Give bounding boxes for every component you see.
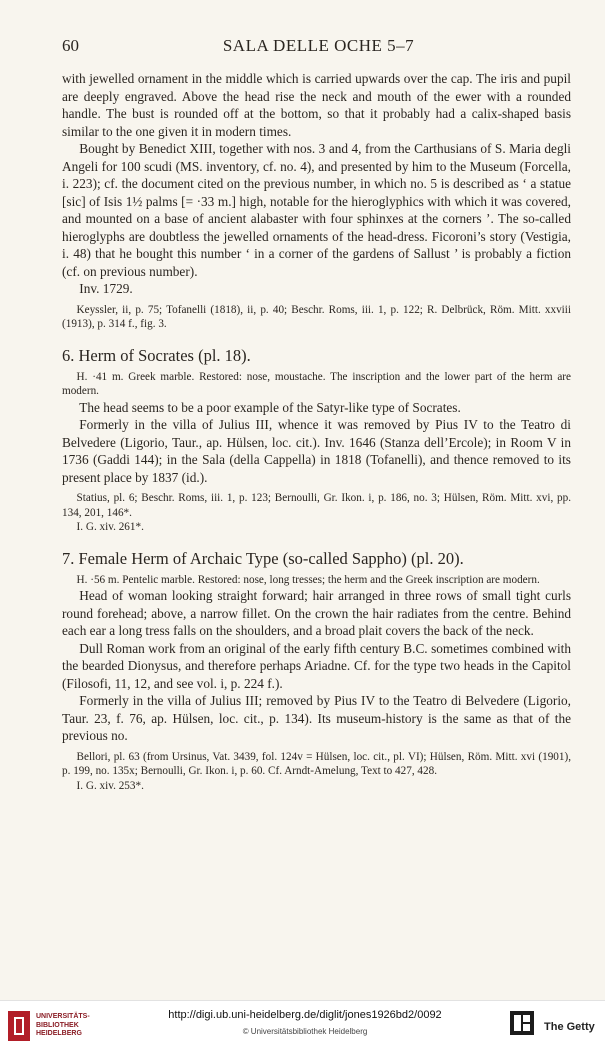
inscription-ref: I. G. xiv. 253*.	[76, 779, 144, 792]
copyright-notice: © Universitätsbibliothek Heidelberg	[242, 1027, 368, 1036]
inscription-ref: I. G. xiv. 261*.	[76, 521, 144, 533]
library-logo-text: UNIVERSITÄTS- BIBLIOTHEK HEIDELBERG	[36, 1013, 90, 1037]
paragraph: with jewelled ornament in the middle which is carried upwards over the cap. The iris and pupil are deeply engraved. Above the head rise the neck and mouth of the ewer with a rounded handle. The bust is rounded off at the bottom, so that it probably had a calix-shaped basis similar to the one given it in modern times.	[62, 71, 571, 139]
getty-logo[interactable]	[510, 1007, 602, 1043]
references: Statius, pl. 6; Beschr. Roms, iii. 1, p. 123; Bernoulli, Gr. Ikon. i, p. 186, no. 3; Hülsen, Röm. Mitt. xvi, pp. 134, 201, 146*.	[62, 492, 571, 519]
viewer-footer	[0, 1000, 605, 1049]
references: Keyssler, ii, p. 75; Tofanelli (1818), ii, p. 40; Beschr. Roms, iii. 1, p. 122; R. Delbrück, Röm. Mitt. xxviii (1913), p. 314 f., fig. 3.	[62, 303, 571, 330]
paragraph: Dull Roman work from an original of the early fifth century B.C. sometimes combined with the bearded Dionysus, and therefore perhaps Ariadne. Cf. for the type two heads in the Capitol (Filosofi, 11, 12, and see vol. i, p. 224 f.).	[62, 640, 571, 691]
paragraph: Formerly in the villa of Julius III, whence it was removed by Pius IV to the Teatro di Belvedere (Ligorio, Taur., ap. Hülsen, loc. cit.). Inv. 1646 (Stanza dell’Ercole); in Room V in 1736 (Gaddi 144); in the Sala (della Cappella) in 1818 (Tofanelli), and thence removed to its present place by 1837 (id.).	[62, 417, 571, 485]
specifications: H. ·41 m. Greek marble. Restored: nose, moustache. The inscription and the lower part of the herm are modern.	[62, 370, 571, 397]
page-body	[62, 70, 571, 793]
page-header	[62, 36, 575, 60]
university-library-logo[interactable]	[8, 1011, 128, 1043]
paragraph: Head of woman looking straight forward; hair arranged in three rows of small tight curls round forehead; above, a narrow fillet. On the crown the hair radiates from the centre. Behind each ear a long tress falls on the shoulders, and a broad plait covers the back of the neck.	[62, 588, 571, 638]
specifications: H. ·56 m. Pentelic marble. Restored: nose, long tresses; the herm and the Greek inscription are modern.	[76, 573, 540, 586]
getty-logo-icon	[510, 1011, 534, 1035]
paragraph: Formerly in the villa of Julius III; removed by Pius IV to the Teatro di Belvedere (Ligorio, Taur. 23, f. 76, ap. Hülsen, loc. cit., p. 134). Its museum-history is the same as that of the previous no.	[62, 693, 571, 743]
permalink[interactable]: http://digi.ub.uni-heidelberg.de/diglit/jones1926bd2/0092	[168, 1009, 442, 1021]
section-heading: 6. Herm of Socrates (pl. 18).	[62, 345, 251, 365]
paragraph: Bought by Benedict XIII, together with nos. 3 and 4, from the Carthusians of S. Maria degli Angeli for 100 scudi (MS. inventory, cf. no. 4), and presented by him to the Museum (Forcella, i. 223); cf. the document cited on the previous number, in which no. 5 is described as ‘ a statue [sic] of Isis 1½ palms [= ·33 m.] high, notable for the hieroglyphics with which it was covered, and mounted on a base of ancient alabaster with four sphinxes at the corners ’. The so-called hieroglyphs are doubtless the jewelled ornaments of the head-dress. Ficoroni’s story (Vestigia, i. 48) that he bought this number ‘ in a corner of the gardens of Sallust ’ is probably a fiction (cf. on previous number).	[62, 141, 571, 279]
library-logo-icon	[8, 1011, 30, 1041]
page-number: 60	[62, 36, 79, 55]
getty-label: The Getty	[544, 1021, 595, 1033]
section-heading: 7. Female Herm of Archaic Type (so-called Sappho) (pl. 20).	[62, 548, 464, 568]
running-title: SALA DELLE OCHE 5–7	[222, 36, 415, 55]
references: Bellori, pl. 63 (from Ursinus, Vat. 3439, fol. 124v = Hülsen, loc. cit., pl. VI); Hülsen, Röm. Mitt. xvi (1901), p. 199, no. 135x; Bernoulli, Gr. Ikon. i, p. 60. Cf. Arndt-Amelung, Text to 427, 428.	[62, 750, 571, 777]
paragraph: The head seems to be a poor example of the Satyr-like type of Socrates.	[79, 399, 461, 415]
inventory-number: Inv. 1729.	[79, 281, 133, 296]
